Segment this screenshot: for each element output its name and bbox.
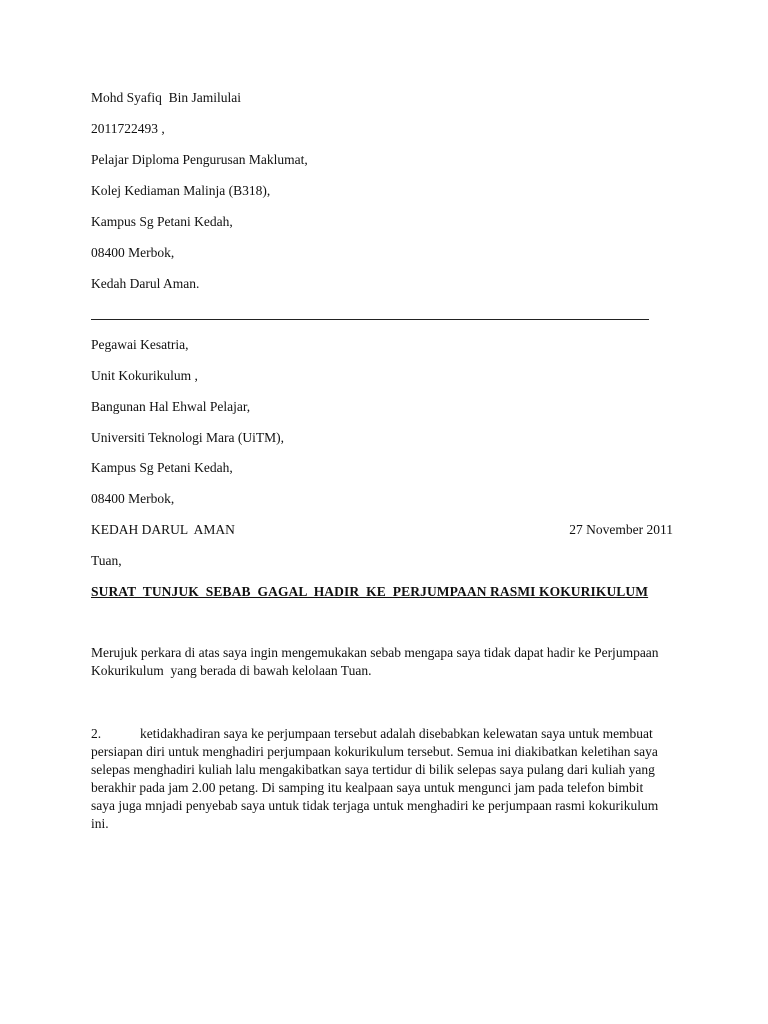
letter-subject: SURAT TUNJUK SEBAB GAGAL HADIR KE PERJUMPAAN RASMI KOKURIKULUM: [91, 584, 649, 599]
recipient-address-line: Universiti Teknologi Mara (UiTM),: [91, 430, 285, 445]
paragraph-1-line: Merujuk perkara di atas saya ingin mengemukakan sebab mengapa saya tidak dapat hadir ke Perjumpaan: [91, 645, 659, 660]
paragraph-2-number: 2.: [91, 726, 102, 741]
recipient-address-line: 08400 Merbok,: [91, 491, 175, 506]
paragraph-2-line: saya juga mnjadi penyebab saya untuk tidak terjaga untuk menghadiri ke perjumpaan rasmi kokurikulum: [91, 798, 659, 813]
recipient-address-line: Unit Kokurikulum ,: [91, 368, 198, 383]
letter-date: 27 November 2011: [569, 522, 673, 537]
sender-address-line: Kolej Kediaman Malinja (B318),: [91, 183, 271, 198]
paragraph-2-line: selepas menghadiri kuliah lalu mengakibatkan saya tertidur di bilik selepas saya pulang dari kuliah yang: [91, 762, 655, 777]
sender-address-line: Kedah Darul Aman.: [91, 276, 200, 291]
paragraph-2-line: ini.: [91, 816, 109, 831]
paragraph-2-first-line: ketidakhadiran saya ke perjumpaan tersebut adalah disebabkan kelewatan saya untuk membuat: [140, 726, 653, 741]
paragraph-2-line: persiapan diri untuk menghadiri perjumpaan kokurikulum tersebut. Semua ini diakibatkan keletihan saya: [91, 744, 658, 759]
paragraph-1-line: Kokurikulum yang berada di bawah kelolaan Tuan.: [91, 663, 372, 678]
salutation: Tuan,: [91, 553, 122, 568]
divider-line: [91, 319, 649, 320]
sender-address-line: Pelajar Diploma Pengurusan Maklumat,: [91, 152, 308, 167]
sender-address-line: Kampus Sg Petani Kedah,: [91, 214, 233, 229]
sender-name: Mohd Syafiq Bin Jamilulai: [91, 90, 241, 105]
recipient-address-line: KEDAH DARUL AMAN: [91, 522, 235, 537]
recipient-address-line: Kampus Sg Petani Kedah,: [91, 460, 233, 475]
sender-address-line: 08400 Merbok,: [91, 245, 175, 260]
recipient-address-line: Bangunan Hal Ehwal Pelajar,: [91, 399, 251, 414]
recipient-address-line: Pegawai Kesatria,: [91, 337, 189, 352]
sender-id: 2011722493 ,: [91, 121, 165, 136]
paragraph-2-line: berakhir pada jam 2.00 petang. Di samping itu kealpaan saya untuk mengunci jam pada telefon bimbit: [91, 780, 644, 795]
